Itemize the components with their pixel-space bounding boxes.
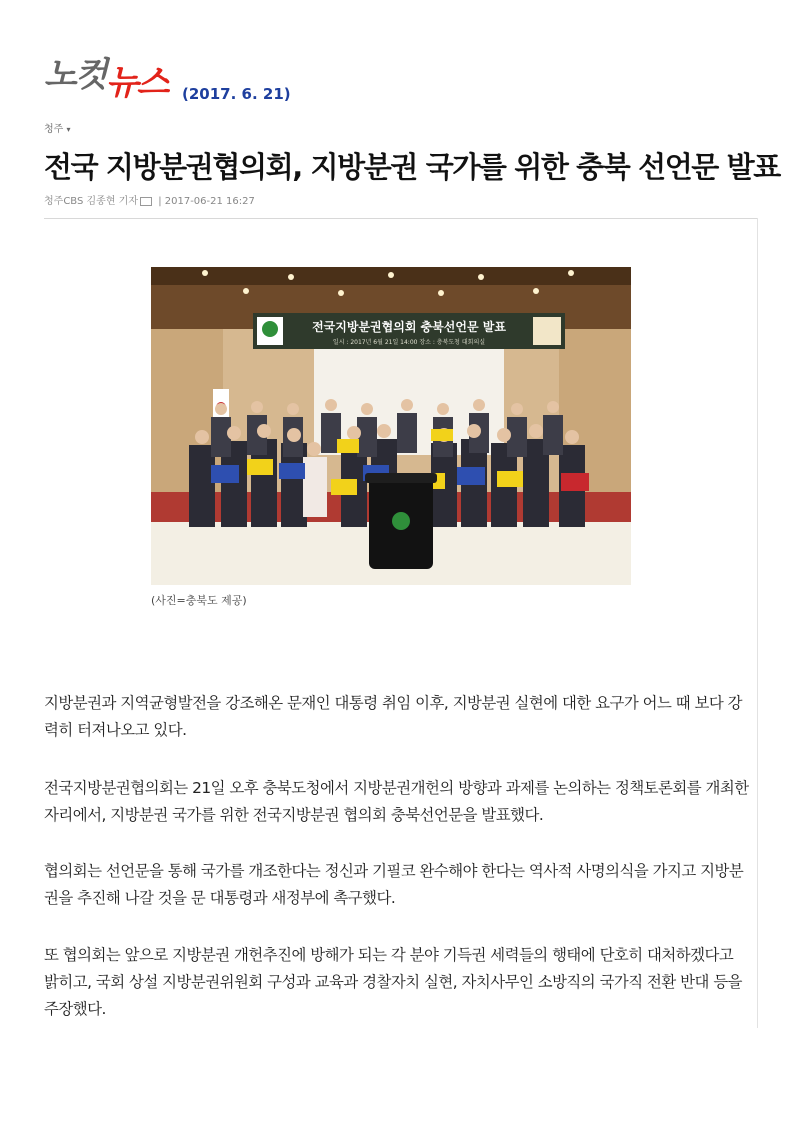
byline [44,192,255,207]
banner-title: 전국지방분권협의회 충북선언문 발표 [312,320,506,334]
logo-text-news: 뉴스 [105,63,168,103]
section-label: 청주 [44,124,64,135]
byline-author[interactable]: 청주CBS 김종현 기자 [44,196,138,207]
header-divider [44,218,758,219]
article-paragraph: 또 협의회는 앞으로 지방분권 개헌추진에 방해가 되는 각 분야 기득권 세력들의 행태에 단호히 대처하겠다고 밝히고, 국회 상설 지방분권위원회 구성과 교육과 경찰자치 실현, 자치사무인 소방직의 국가직 전환 반대 등을 주장했다. [44,946,743,1018]
banner-subtitle: 일시 : 2017년 6월 21일 14:00 장소 : 충북도청 대회의실 [332,339,486,346]
section-dropdown[interactable] [44,120,71,135]
article-photo [151,267,631,585]
email-icon[interactable] [140,197,152,206]
logo-text-nocut: 노컷 [44,55,106,95]
byline-timestamp: 2017-06-21 16:27 [164,196,255,207]
article-paragraph: 전국지방분권협의회는 21일 오후 충북도청에서 지방분권개헌의 방향과 과제를 논의하는 정책토론회를 개최한 자리에서, 지방분권 국가를 위한 전국지방분권 협의회 충북선언문을 발표했다. [44,779,749,824]
nocut-news-logo[interactable] [44,55,168,103]
publish-date: (2017. 6. 21) [182,85,291,103]
article-paragraph: 지방분권과 지역균형발전을 강조해온 문재인 대통령 취임 이후, 지방분권 실현에 대한 요구가 어느 때 보다 강력히 터져나오고 있다. [44,694,743,739]
chevron-down-icon: ▾ [66,125,71,134]
article-paragraph: 협의회는 선언문을 통해 국가를 개조한다는 정신과 기필코 완수해야 한다는 역사적 사명의식을 가지고 지방분권을 추진해 나갈 것을 문 대통령과 새정부에 촉구했다. [44,862,744,907]
article-headline: 전국 지방분권협의회, 지방분권 국가를 위한 충북 선언문 발표 [44,150,780,184]
photo-caption: (사진=충북도 제공) [151,594,247,607]
content-border [757,218,758,1028]
byline-separator: | [158,196,162,207]
